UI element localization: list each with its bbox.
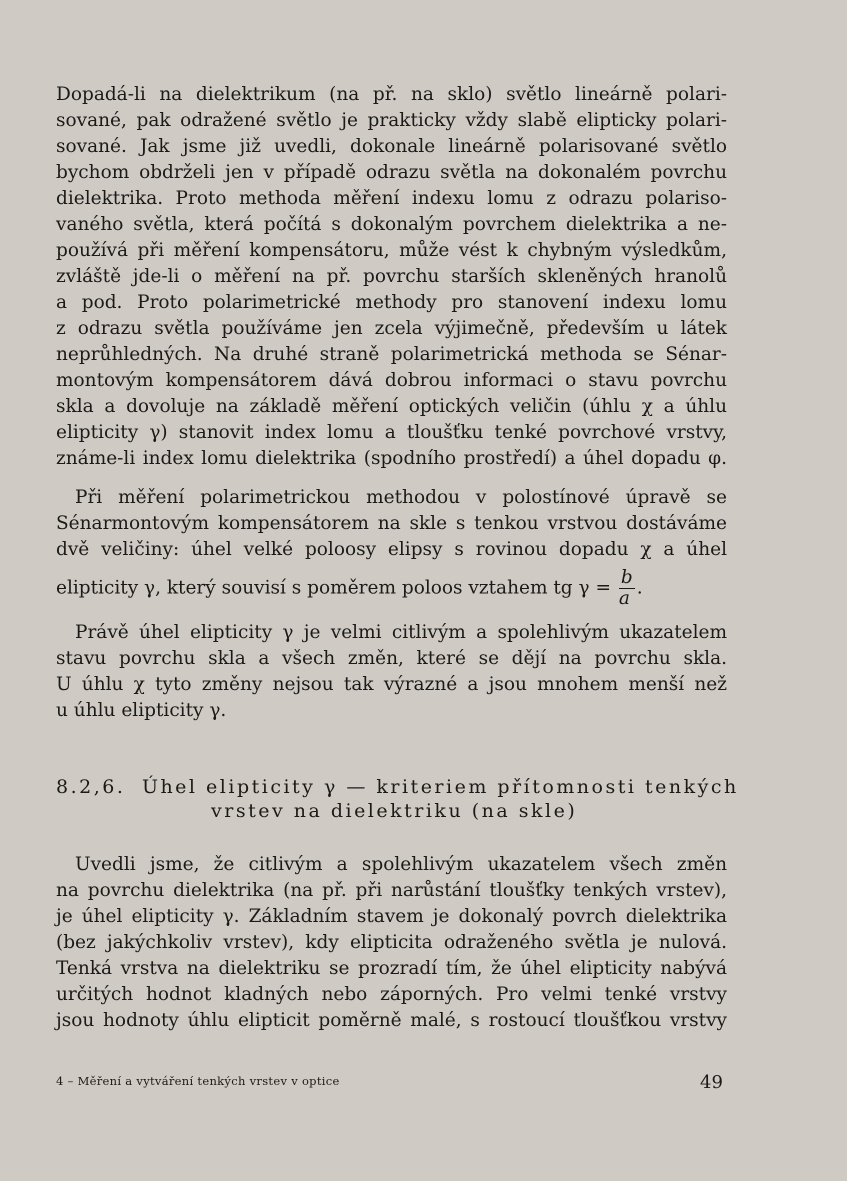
text-line: stavu povrchu skla a všech změn, které se dějí na povrchu skla. bbox=[56, 648, 727, 669]
text-line: Sénarmontovým kompensátorem na skle s tenkou vrstvou dostáváme bbox=[56, 513, 727, 534]
text-line: zvláště jde-li o měření na př. povrchu starších skleněných hranolů bbox=[56, 266, 727, 287]
text-line: jsou hodnoty úhlu elipticit poměrně malé, s rostoucí tloušťkou vrstvy bbox=[56, 1010, 727, 1031]
text-line: montovým kompensátorem dává dobrou informaci o stavu povrchu bbox=[56, 370, 727, 391]
paragraph-4 bbox=[56, 852, 727, 1034]
text-line: elipticity γ) stanovit index lomu a tloušťku tenké povrchové vrstvy, bbox=[56, 422, 727, 443]
page-number: 49 bbox=[700, 1072, 723, 1093]
text-line: u úhlu elipticity γ. bbox=[56, 700, 227, 721]
text-line: určitých hodnot kladných nebo záporných. Pro velmi tenké vrstvy bbox=[56, 984, 727, 1005]
text-line: Dopadá-li na dielektrikum (na př. na sklo) světlo lineárně polari- bbox=[56, 84, 727, 105]
paragraph-3 bbox=[56, 620, 727, 724]
formula-text: elipticity γ, který souvisí s poměrem poloos vztahem tg γ = bbox=[56, 577, 611, 599]
text-line: používá při měření kompensátoru, může vést k chybným výsledkům, bbox=[56, 240, 727, 261]
fraction-b-over-a bbox=[619, 568, 635, 609]
paragraph-2 bbox=[56, 485, 727, 563]
text-line: skla a dovoluje na základě měření optických veličin (úhlu χ a úhlu bbox=[56, 396, 727, 417]
text-line: U úhlu χ tyto změny nejsou tak výrazné a jsou mnohem menší než bbox=[56, 674, 727, 695]
text-line: neprůhledných. Na druhé straně polarimetrická methoda se Sénar- bbox=[56, 344, 727, 365]
text-line: z odrazu světla používáme jen zcela výjimečně, především u látek bbox=[56, 318, 727, 339]
text-line: Při měření polarimetrickou methodou v polostínové úpravě se bbox=[75, 487, 727, 508]
text-line: je úhel elipticity γ. Základním stavem je dokonalý povrch dielektrika bbox=[56, 906, 727, 927]
text-line: dielektrika. Proto methoda měření indexu lomu z odrazu polariso- bbox=[56, 188, 727, 209]
text-line: a pod. Proto polarimetrické methody pro stanovení indexu lomu bbox=[56, 292, 727, 313]
section-number: 8.2,6. bbox=[56, 776, 126, 798]
formula-end: . bbox=[636, 577, 643, 599]
section-heading-line-1 bbox=[56, 776, 739, 798]
formula-line bbox=[56, 568, 727, 609]
text-line: bychom obdrželi jen v případě odrazu světla na dokonalém povrchu bbox=[56, 162, 727, 183]
text-line: (bez jakýchkoliv vrstev), kdy elipticita odraženého světla je nulová. bbox=[56, 932, 727, 953]
text-line: na povrchu dielektrika (na př. při narůstání tloušťky tenkých vrstev), bbox=[56, 880, 727, 901]
text-line: dvě veličiny: úhel velké poloosy elipsy s rovinou dopadu χ a úhel bbox=[56, 539, 727, 560]
text-line: sované. Jak jsme již uvedli, dokonale lineárně polarisované světlo bbox=[56, 136, 727, 157]
formula-text-line bbox=[56, 568, 727, 609]
section-title-line-2: vrstev na dielektriku (na skle) bbox=[211, 800, 578, 822]
paragraph-1 bbox=[56, 82, 727, 472]
section-title-line-1: Úhel elipticity γ — kriteriem přítomnosti tenkých bbox=[141, 776, 739, 798]
text-line: sované, pak odražené světlo je prakticky vždy slabě elipticky polari- bbox=[56, 110, 727, 131]
text-line: Právě úhel elipticity γ je velmi citlivým a spolehlivým ukazatelem bbox=[75, 622, 727, 643]
text-line: známe-li index lomu dielektrika (spodního prostředí) a úhel dopadu φ. bbox=[56, 448, 727, 469]
fraction-denominator: a bbox=[618, 588, 630, 609]
text-line: Uvedli jsme, že citlivým a spolehlivým ukazatelem všech změn bbox=[75, 854, 727, 875]
text-line: vaného světla, která počítá s dokonalým povrchem dielektrika a ne- bbox=[56, 214, 727, 235]
fraction-numerator: b bbox=[620, 567, 633, 588]
footer-signature: 4 – Měření a vytváření tenkých vrstev v optice bbox=[56, 1074, 340, 1088]
section-heading-line-2 bbox=[211, 800, 577, 822]
text-line: Tenká vrstva na dielektriku se prozradí tím, že úhel elipticity nabývá bbox=[56, 958, 727, 979]
